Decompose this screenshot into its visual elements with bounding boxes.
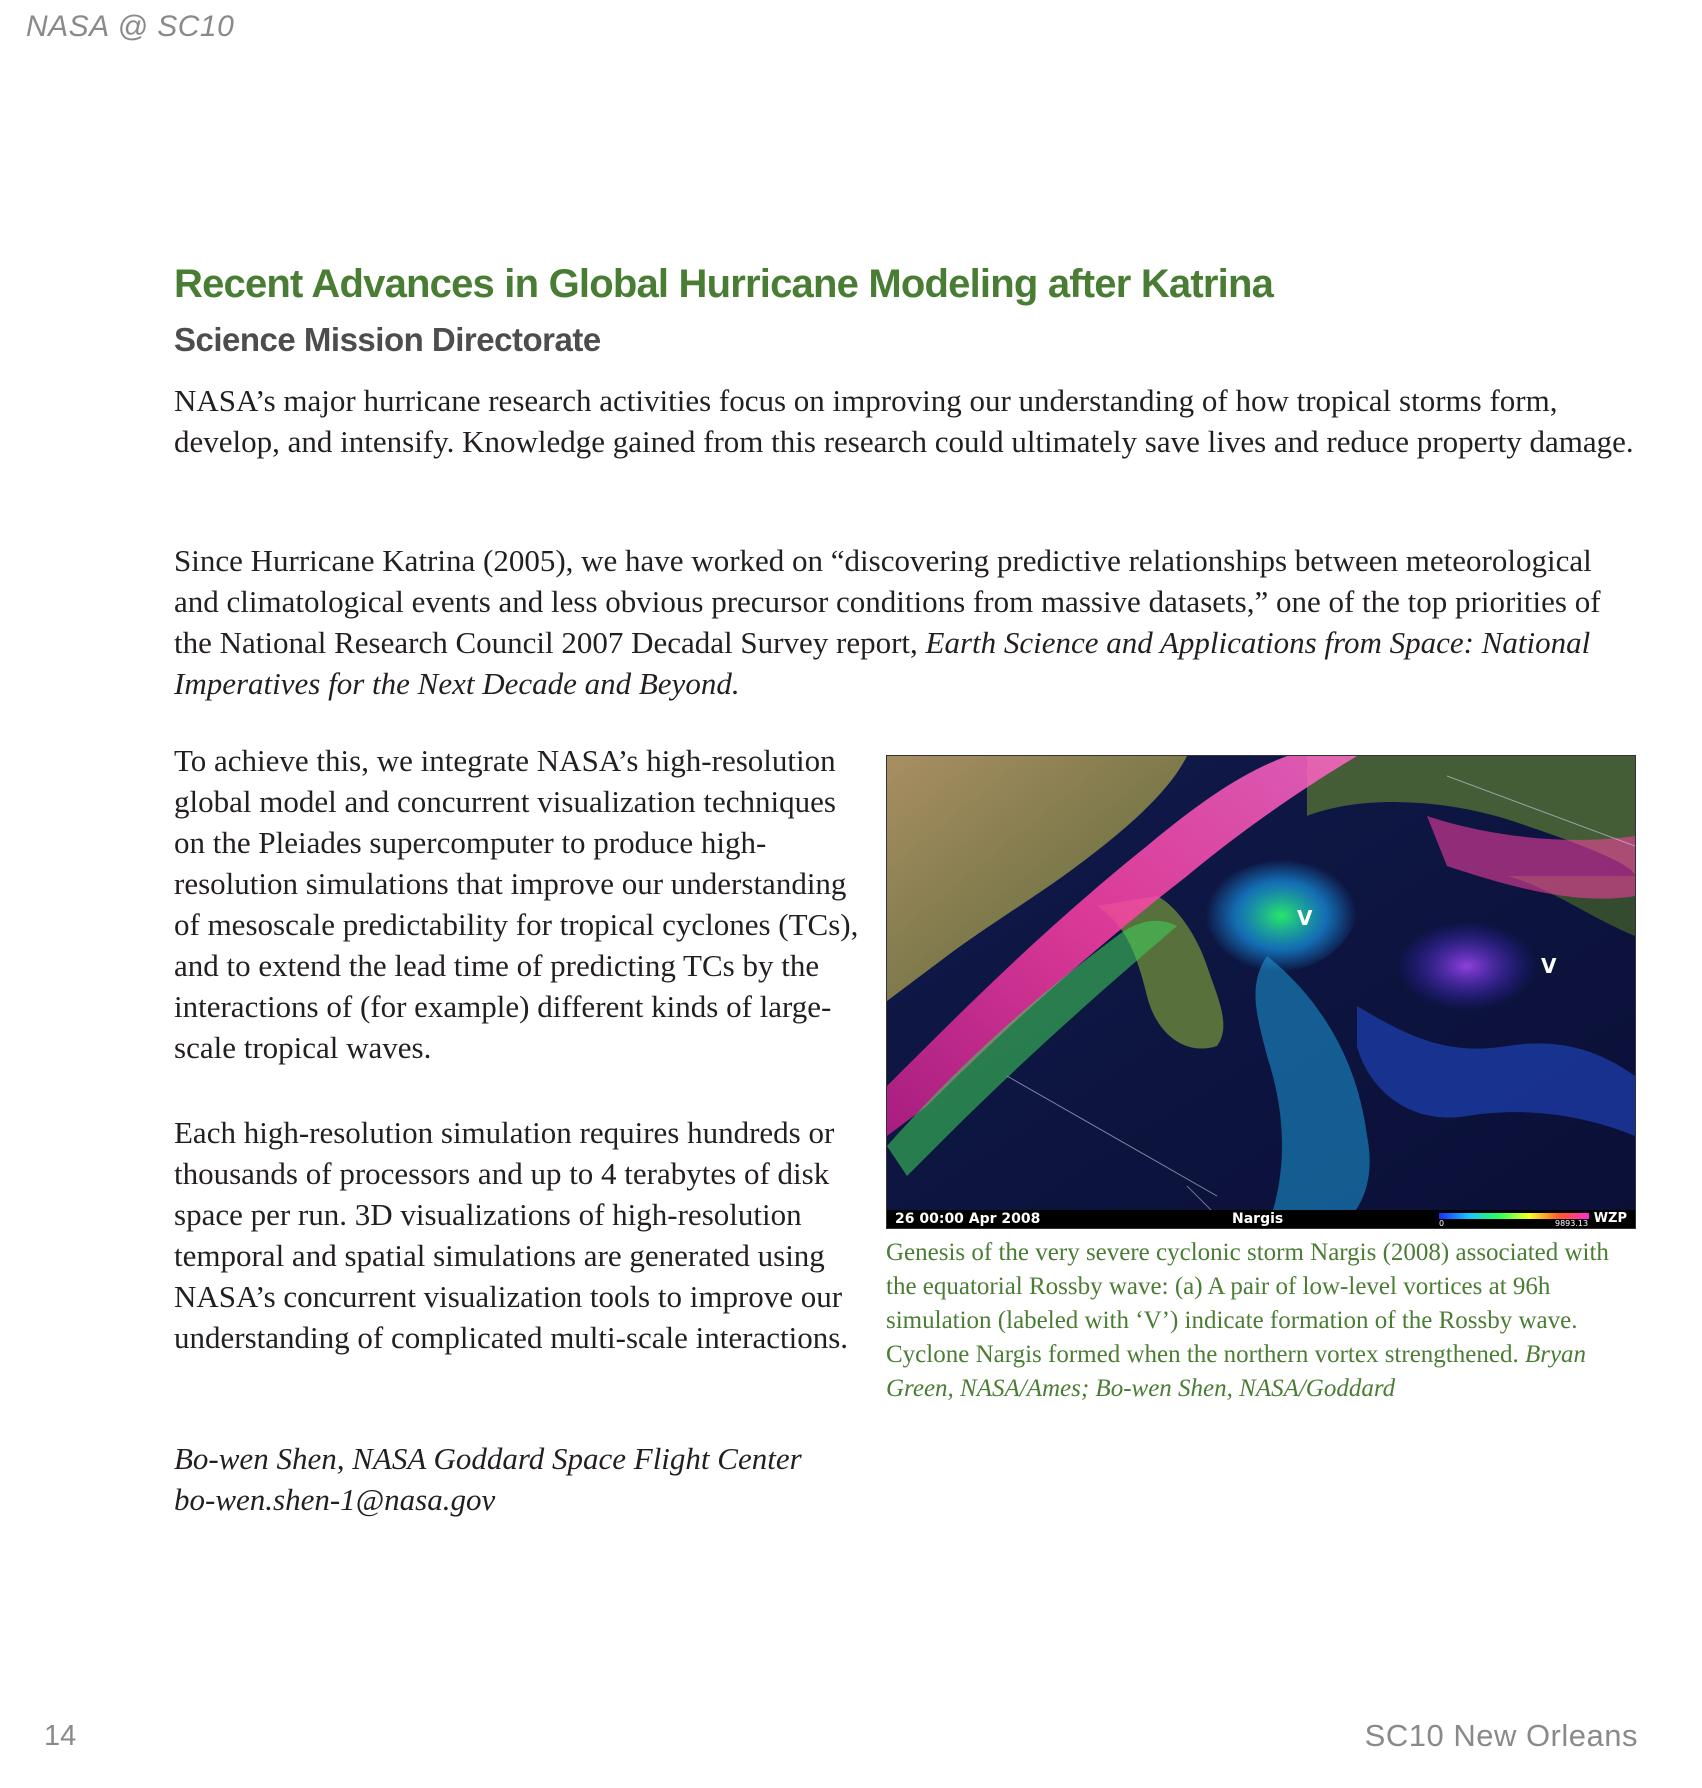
katrina-paragraph (174, 540, 1634, 704)
article-title: Recent Advances in Global Hurricane Modeling after Katrina (174, 262, 1274, 306)
vortex-label-north: V (1297, 906, 1313, 930)
color-scale-min: 0 (1439, 1219, 1445, 1228)
author-email: bo-wen.shen-1@nasa.gov (174, 1482, 496, 1517)
report-title: Earth Science and Applications from Space: National Imperatives for the Next Decade and Beyond. (174, 625, 1591, 701)
page-number: 14 (44, 1720, 77, 1752)
figure-info-bar (887, 1210, 1635, 1228)
vortex-label-south: V (1541, 954, 1557, 978)
approach-paragraph: To achieve this, we integrate NASA’s high-resolution global model and concurrent visualization techniques on the Pleiades supercomputer to produce high-resolution simulations that improve our understanding of mesoscale predictability for tropical cyclones (TCs), and to extend the lead time of predicting TCs by the interactions of (for example) different kinds of large-scale tropical waves. (174, 743, 859, 1065)
author-signature (174, 1438, 874, 1520)
color-scale-max: 9893.13 (1555, 1219, 1589, 1228)
intro-paragraph: NASA’s major hurricane research activities focus on improving our understanding of how tropical storms form, develop, and intensify. Knowledge gained from this research could ultimately save lives and reduce property damage. (174, 383, 1634, 459)
figure-caption (886, 1236, 1634, 1406)
caption-text: Genesis of the very severe cyclonic storm Nargis (2008) associated with the equatorial Rossby wave: (a) A pair of low-level vortices at 96h simulation (labeled with ‘V’) indicate formation of the Rossby wave. Cyclone Nargis formed when the northern vortex strengthened. (886, 1239, 1609, 1368)
figure-variable-label: WZP (1593, 1211, 1627, 1226)
flow-visualization-image (887, 756, 1635, 1228)
caption-credit: Bryan Green, NASA/Ames; Bo-wen Shen, NASA/Goddard (886, 1341, 1587, 1402)
author-name: Bo-wen Shen, NASA Goddard Space Flight Center (174, 1441, 802, 1476)
resources-paragraph: Each high-resolution simulation requires hundreds or thousands of processors and up to 4 terabytes of disk space per run. 3D visualizations of high-resolution temporal and spatial simulations are generated using NASA’s concurrent visualization tools to improve our understanding of complicated multi-scale interactions. (174, 1115, 849, 1355)
figure-timestamp: 26 00:00 Apr 2008 (895, 1211, 1041, 1227)
event-footer: SC10 New Orleans (1364, 1718, 1638, 1753)
katrina-paragraph-text: Since Hurricane Katrina (2005), we have worked on “discovering predictive relationships between meteorological and climatological events and less obvious precursor conditions from massive datasets,” one of the top priorities of the National Research Council 2007 Decadal Survey report, (174, 543, 1601, 660)
nargis-visualization-figure (886, 755, 1636, 1229)
figure-storm-name: Nargis (1232, 1211, 1284, 1227)
article-subtitle: Science Mission Directorate (174, 321, 601, 358)
running-head: NASA @ SC10 (26, 10, 235, 43)
